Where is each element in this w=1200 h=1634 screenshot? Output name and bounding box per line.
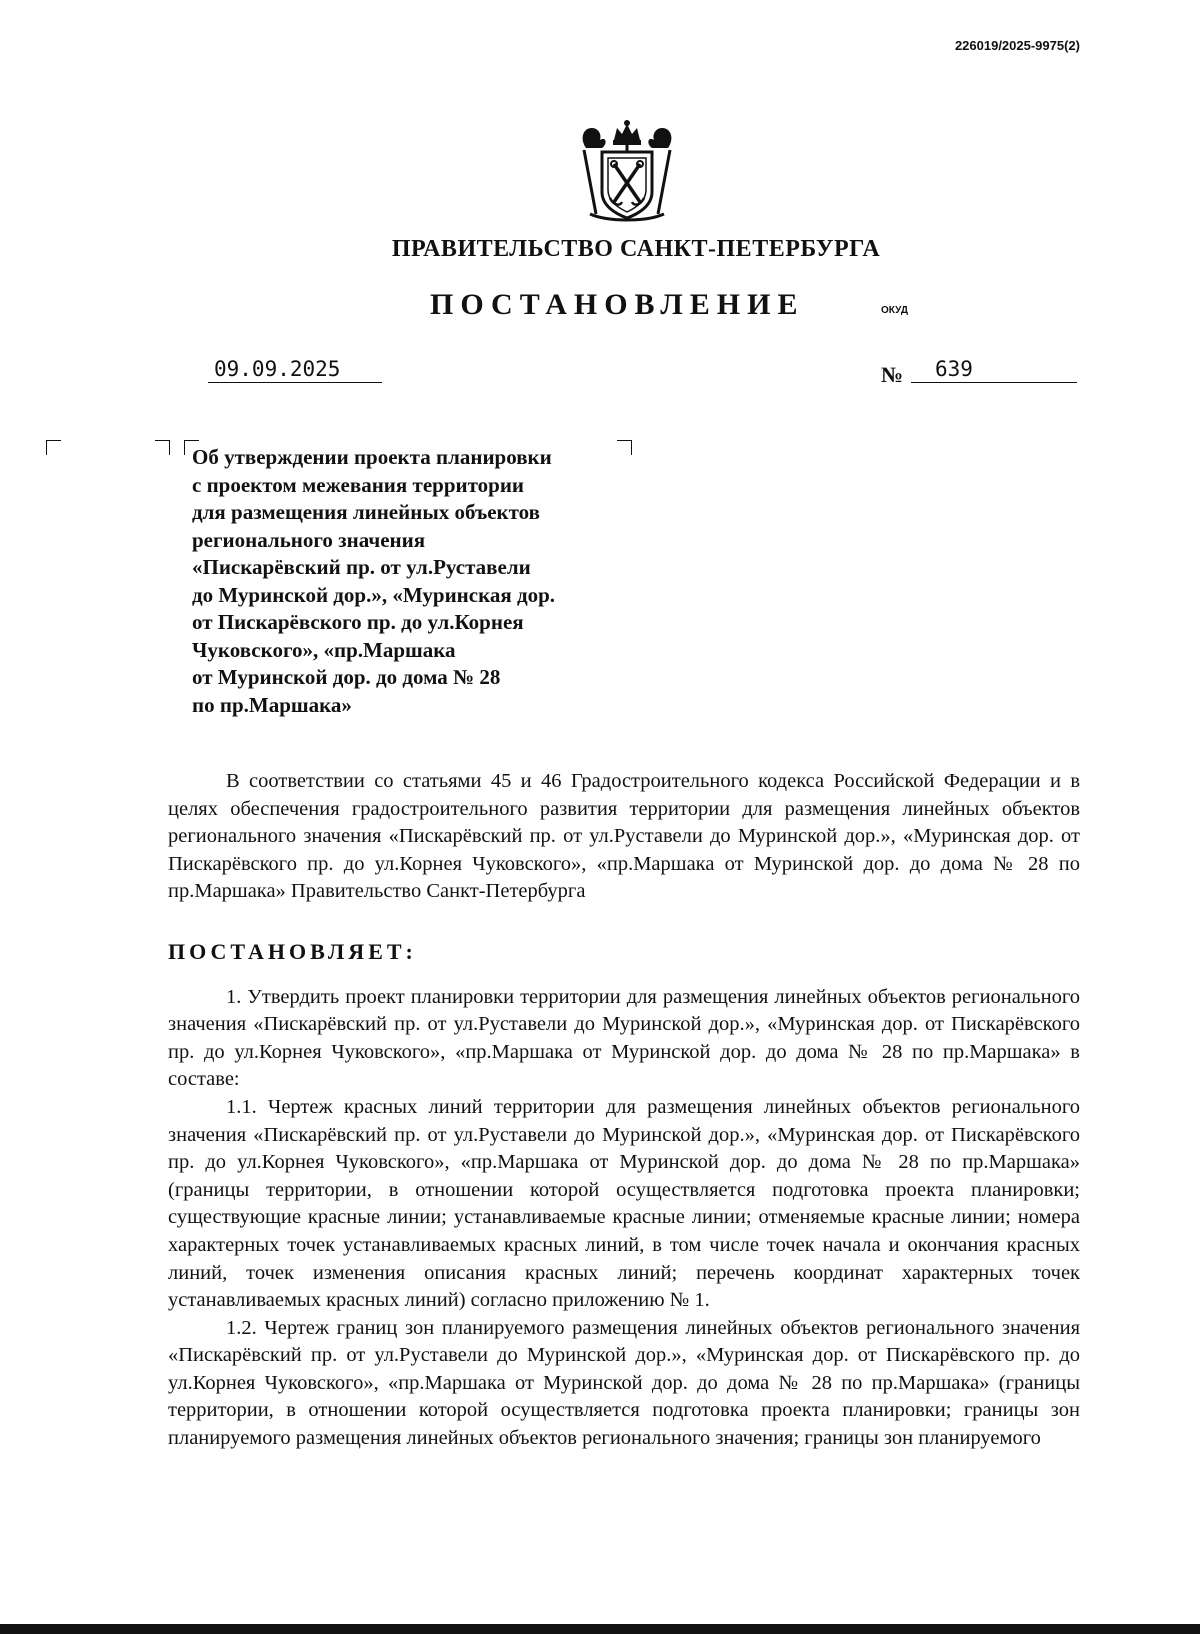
okud-label: ОКУД <box>881 305 908 316</box>
subject-line: Об утверждении проекта планировки <box>192 445 552 469</box>
registration-number: 226019/2025-9975(2) <box>954 38 1080 53</box>
document-type: ПОСТАНОВЛЕНИЕ <box>430 288 805 321</box>
corner-mark-left-outer <box>46 440 61 455</box>
item-1-1-paragraph: 1.1. Чертеж красных линий территории для размещения линейных объектов регионального значения «Пискарёвский пр. от ул.Руставели до Муринской дор.», «Муринская дор. от Пискарёвского пр. до ул.Корнея Чуковского», «пр.Маршака от Муринской дор. до дома № 28 по пр.Маршака» (границы территории, в отношении которой осуществляется подготовка проекта планировки; существующие красные линии; устанавливаемые красные линии; отменяемые красные линии; номера характерных точек устанавливаемых красных линий, в том числе точек начала и окончания красных линий, точек изменения описания красных линий; перечень координат характерных точек устанавливаемых красных линий) согласно приложению № 1. <box>168 1095 1080 1312</box>
subject-line: до Муринской дор.», «Муринская дор. <box>192 582 556 607</box>
subject-line: Чуковского», «пр.Маршака <box>192 637 456 662</box>
subject-line: с проектом межевания территории <box>192 472 525 497</box>
subject-line: «Пискарёвский пр. от ул.Руставели <box>192 555 531 579</box>
subject-line: от Муринской дор. до дома № 28 <box>192 665 501 689</box>
corner-mark-left-inner <box>155 440 170 455</box>
document-date: 09.09.2025 <box>208 356 382 383</box>
number-sign: № <box>881 362 904 387</box>
item-1-paragraph: 1. Утвердить проект планировки территории для размещения линейных объектов регионального значения «Пискарёвский пр. от ул.Руставели до Муринской дор.», «Муринская дор. от Пискарёвского пр. до ул.Корнея Чуковского», «пр.Маршака от Муринской дор. до дома № 28 по пр.Маршака» в составе: <box>168 985 1080 1091</box>
government-name: ПРАВИТЕЛЬСТВО САНКТ-ПЕТЕРБУРГА <box>391 236 881 262</box>
preamble-paragraph: В соответствии со статьями 45 и 46 Градостроительного кодекса Российской Федерации и в целях обеспечения градостроительного развития территории для размещения линейных объектов регионального значения «Пискарёвский пр. от ул.Руставели до Муринской дор.», «Муринская дор. от Пискарёвского пр. до ул.Корнея Чуковского», «пр.Маршака от Муринской дор. до дома № 28 по пр.Маршака» Правительство Санкт-Петербурга <box>168 770 1080 903</box>
document-subject <box>192 444 622 719</box>
subject-line: для размещения линейных объектов <box>192 500 540 524</box>
item-1-2-paragraph: 1.2. Чертеж границ зон планируемого размещения линейных объектов регионального значения «Пискарёвский пр. от ул.Руставели до Муринской дор.», «Муринская дор. от Пискарёвского пр. до ул.Корнея Чуковского», «пр.Маршака от Муринской дор. до дома № 28 по пр.Маршака» (границы территории, в отношении которой осуществляется подготовка проекта планировки; границы зон планируемого размещения линейных объектов регионального значения; границы зон планируемого <box>168 1316 1080 1450</box>
decree-heading: ПОСТАНОВЛЯЕТ: <box>168 938 417 964</box>
st-petersburg-coat-of-arms-icon <box>572 118 682 224</box>
subject-line: по пр.Маршака» <box>192 692 352 717</box>
document-body <box>168 768 1080 1453</box>
subject-line: от Пискарёвского пр. до ул.Корнея <box>192 610 524 634</box>
document-number: 639 <box>911 356 1077 383</box>
scan-bottom-edge <box>0 1624 1200 1634</box>
subject-line: регионального значения <box>192 527 426 552</box>
